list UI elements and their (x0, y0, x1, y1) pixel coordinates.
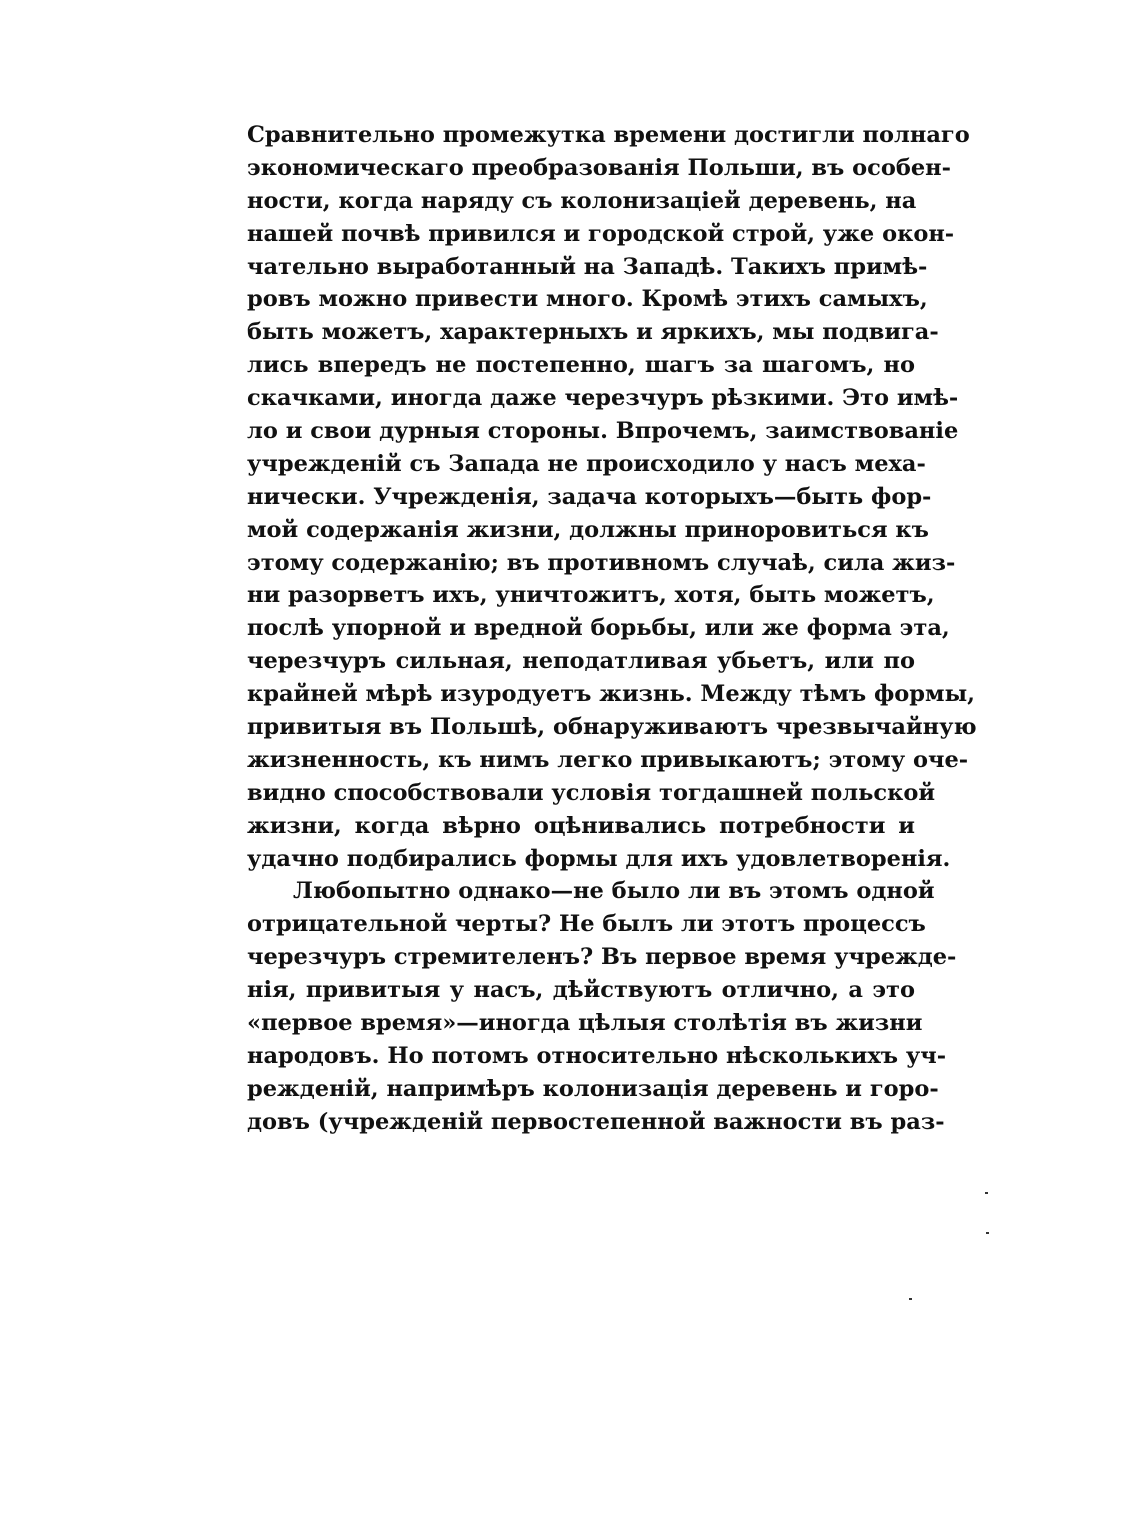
text-line: видно способствовали условія тогдашней польской (247, 779, 936, 806)
text-line: ровъ можно привести много. Кромѣ этихъ самыхъ, (247, 286, 928, 313)
text-line: Любопытно однако—не было ли въ этомъ одной (293, 878, 935, 905)
text-line: жизненность, къ нимъ легко привыкаютъ; этому оче- (247, 746, 969, 773)
text-line: черезчуръ стремителенъ? Въ первое время учрежде- (247, 944, 957, 971)
scan-speck (909, 1298, 912, 1300)
text-line: нія, привитыя у насъ, дѣйствуютъ отлично, а это (247, 977, 915, 1004)
page-text (247, 119, 977, 1139)
text-line: ло и свои дурныя стороны. Впрочемъ, заимствованіе (247, 418, 959, 445)
text-line: скачками, иногда даже черезчуръ рѣзкими. Это имѣ- (247, 385, 959, 412)
text-line: мой содержанія жизни, должны приноровиться къ (247, 516, 929, 543)
text-line: послѣ упорной и вредной борьбы, или же форма эта, (247, 615, 950, 642)
text-line: ни разорветъ ихъ, уничтожитъ, хотя, быть можетъ, (247, 582, 935, 609)
scan-speck (986, 1232, 989, 1234)
text-line: черезчуръ сильная, неподатливая убьетъ, или по (247, 648, 915, 675)
text-line: лись впередъ не постепенно, шагъ за шагомъ, но (247, 352, 915, 379)
text-line: довъ (учрежденій первостепенной важности въ раз- (247, 1108, 945, 1135)
text-line: отрицательной черты? Не былъ ли этотъ процессъ (247, 911, 926, 938)
text-line: Сравнительно промежутка времени достигли полнаго (247, 122, 970, 148)
text-line: жизни, когда вѣрно оцѣнивались потребности и (247, 812, 915, 839)
text-line: режденій, напримѣръ колонизація деревень и горо- (247, 1075, 939, 1102)
text-line: крайней мѣрѣ изуродуетъ жизнь. Между тѣмъ формы, (247, 681, 975, 708)
text-line: экономическаго преобразованія Польши, въ особен- (247, 154, 951, 181)
text-line: привитыя въ Польшѣ, обнаруживаютъ чрезвычайную (247, 714, 977, 741)
text-line: «первое время»—иногда цѣлыя столѣтія въ жизни (247, 1010, 923, 1037)
paragraph-1 (247, 119, 977, 875)
text-line: этому содержанію; въ противномъ случаѣ, сила жиз- (247, 549, 956, 576)
paragraph-2 (247, 875, 957, 1138)
text-line: народовъ. Но потомъ относительно нѣсколькихъ уч- (247, 1042, 947, 1069)
text-line: удачно подбирались формы для ихъ удовлетворенія. (247, 845, 951, 872)
text-line: ности, когда наряду съ колонизаціей деревень, на (247, 187, 917, 214)
text-line: быть можетъ, характерныхъ и яркихъ, мы подвига- (247, 319, 939, 346)
text-line: нашей почвѣ привился и городской строй, уже окон- (247, 220, 955, 247)
text-line: чательно выработанный на Западѣ. Такихъ примѣ- (247, 253, 928, 280)
text-line: учрежденій съ Запада не происходило у насъ меха- (247, 450, 926, 477)
scan-speck (985, 1192, 988, 1194)
text-line: нически. Учрежденія, задача которыхъ—быть фор- (247, 483, 932, 510)
